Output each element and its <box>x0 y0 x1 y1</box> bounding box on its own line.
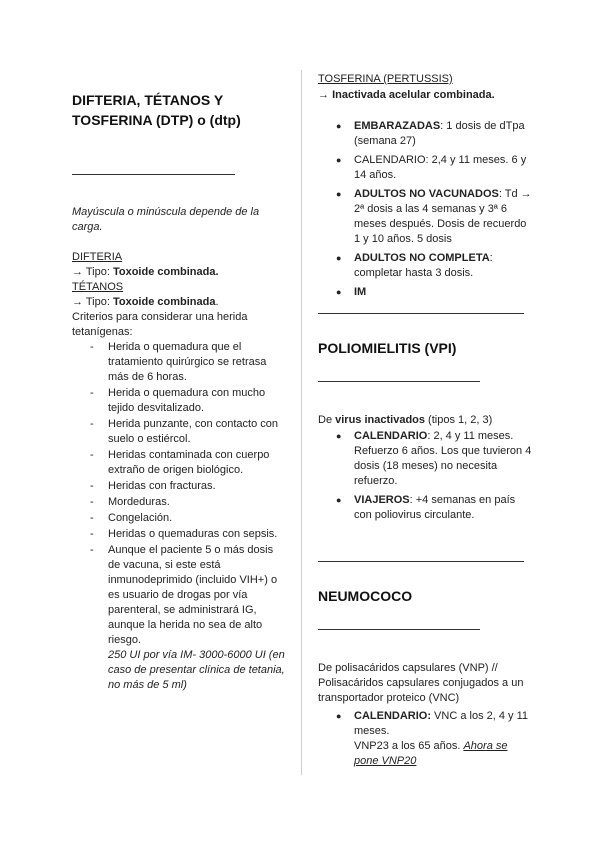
tosferina-arrow: → <box>318 89 333 101</box>
list-item-text: Aunque el paciente 5 o más dosis de vacuna, si este está inmunodeprimido (incluido VIH+) o es usuario de drogas por vía parenteral, se administrará IG, aunque la herida no sea de alto riesgo. <box>108 544 278 646</box>
list-item <box>318 153 533 183</box>
tetanos-heading: TÉTANOS <box>72 281 124 293</box>
dash-marker: - <box>90 341 94 353</box>
vnp23-text: VNP23 a los 65 años. <box>354 740 464 752</box>
polio-end-rule <box>318 561 524 562</box>
bullet-marker: ● <box>336 155 342 165</box>
bullet-marker: ● <box>336 495 342 505</box>
vnp20-note: Ahora se pone VNP20 <box>354 740 508 767</box>
list-item-bold: CALENDARIO: <box>354 710 431 722</box>
list-item <box>318 429 533 489</box>
tetanos-tipo-value: Toxoide combinada <box>112 296 216 308</box>
tosferina-end-rule <box>318 313 524 314</box>
dash-marker: - <box>90 387 94 399</box>
list-item-text: Heridas contaminada con cuerpo extraño de origen biológico. <box>108 449 270 476</box>
dtp-title: DIFTERIA, TÉTANOS Y TOSFERINA (DTP) o (dtp) <box>72 92 241 128</box>
tosferina-tipo <box>318 88 533 103</box>
list-item-text: Mordeduras. <box>108 496 170 508</box>
dash-marker: - <box>90 512 94 524</box>
list-item-text: : Td → 2ª dosis a las 4 semanas y 3ª 6 meses después. Dosis de recuerdo 1 y 10 años. 5 dosis <box>354 188 532 245</box>
difteria-tipo-value: Toxoide combinada. <box>112 266 219 278</box>
polio-title-rule <box>318 381 480 382</box>
neumococo-intro: De polisacáridos capsulares (VNP) // Polisacáridos capsulares conjugados a un transportador proteico (VNC) <box>318 662 524 704</box>
tosferina-heading: TOSFERINA (PERTUSSIS) <box>318 73 453 85</box>
bullet-marker: ● <box>336 431 342 441</box>
tetanos-tipo <box>72 295 287 310</box>
dash-marker: - <box>90 449 94 461</box>
list-item-bold: EMBARAZADAS <box>354 120 441 132</box>
list-item <box>318 251 533 281</box>
neumococo-list <box>318 709 533 773</box>
criterios-list <box>72 340 287 693</box>
list-item <box>72 495 287 510</box>
list-item <box>72 448 287 478</box>
list-item-text: CALENDARIO: 2,4 y 11 meses. 6 y 14 años. <box>354 154 527 181</box>
dtp-title-rule <box>72 174 235 175</box>
list-item <box>72 527 287 542</box>
list-item-text: Herida o quemadura que el tratamiento quirúrgico se retrasa más de 6 horas. <box>108 341 267 383</box>
list-item-text: : 1 dosis de dTpa (semana 27) <box>354 120 525 147</box>
column-divider <box>301 70 302 775</box>
tosferina-list <box>318 119 533 304</box>
neumococo-title-rule <box>318 629 480 630</box>
bullet-marker: ● <box>336 287 342 297</box>
difteria-heading: DIFTERIA <box>72 251 123 263</box>
list-item-text: Heridas con fracturas. <box>108 480 216 492</box>
bullet-marker: ● <box>336 711 342 721</box>
list-item-bold: ADULTOS NO VACUNADOS <box>354 188 499 200</box>
polio-title: POLIOMIELITIS (VPI) <box>318 340 457 356</box>
dash-marker: - <box>90 496 94 508</box>
list-item <box>72 543 287 693</box>
list-item <box>72 479 287 494</box>
list-item <box>318 187 533 247</box>
list-item-text: Herida punzante, con contacto con suelo o estiércol. <box>108 418 279 445</box>
list-item-text: Congelación. <box>108 512 173 524</box>
polio-intro-bold: virus inactivados <box>335 414 425 426</box>
list-item-text: VNC a los 2, 4 y 11 meses. <box>354 710 529 737</box>
polio-intro-rest: (tipos 1, 2, 3) <box>425 414 493 426</box>
list-item <box>318 119 533 149</box>
list-item-bold: CALENDARIO <box>354 430 428 442</box>
left-body <box>72 250 287 694</box>
polio-list <box>318 429 533 527</box>
polio-intro <box>318 413 533 428</box>
list-item-text: : +4 semanas en país con poliovirus circulante. <box>354 494 516 521</box>
bullet-marker: ● <box>336 121 342 131</box>
list-item <box>72 386 287 416</box>
carga-note: Mayúscula o minúscula depende de la carga. <box>72 206 260 233</box>
list-item <box>72 340 287 385</box>
dash-marker: - <box>90 480 94 492</box>
list-item-bold: VIAJEROS <box>354 494 410 506</box>
ig-dose-note: 250 UI por vía IM- 3000-6000 UI (en caso de presentar clínica de tetania, no más de 5 ml) <box>108 649 285 691</box>
difteria-tipo <box>72 265 287 280</box>
list-item-text: Herida o quemadura con mucho tejido desvitalizado. <box>108 387 266 414</box>
list-item <box>318 493 533 523</box>
list-item <box>72 417 287 447</box>
list-item-text: Heridas o quemaduras con sepsis. <box>108 528 278 540</box>
list-item-text: : 2, 4 y 11 meses. Refuerzo 6 años. Los que tuvieron 4 dosis (18 meses) no necesita refuerzo. <box>354 430 532 487</box>
list-item <box>72 511 287 526</box>
tetanos-tipo-end: . <box>215 296 219 308</box>
neumococo-title: NEUMOCOCO <box>318 588 413 604</box>
list-item-text: : completar hasta 3 dosis. <box>354 252 493 279</box>
tetanos-tipo-prefix: → Tipo: <box>72 296 113 308</box>
tosferina-tipo-value: Inactivada acelular combinada. <box>332 89 495 101</box>
list-item <box>318 285 533 300</box>
list-item-bold: IM <box>354 286 367 298</box>
dash-marker: - <box>90 544 94 556</box>
criterios-intro: Criterios para considerar una herida tetanígenas: <box>72 311 248 338</box>
dash-marker: - <box>90 418 94 430</box>
list-item <box>318 709 533 769</box>
dash-marker: - <box>90 528 94 540</box>
bullet-marker: ● <box>336 189 342 199</box>
polio-intro-prefix: De <box>318 414 336 426</box>
list-item-bold: ADULTOS NO COMPLETA <box>354 252 490 264</box>
difteria-tipo-prefix: → Tipo: <box>72 266 113 278</box>
bullet-marker: ● <box>336 253 342 263</box>
